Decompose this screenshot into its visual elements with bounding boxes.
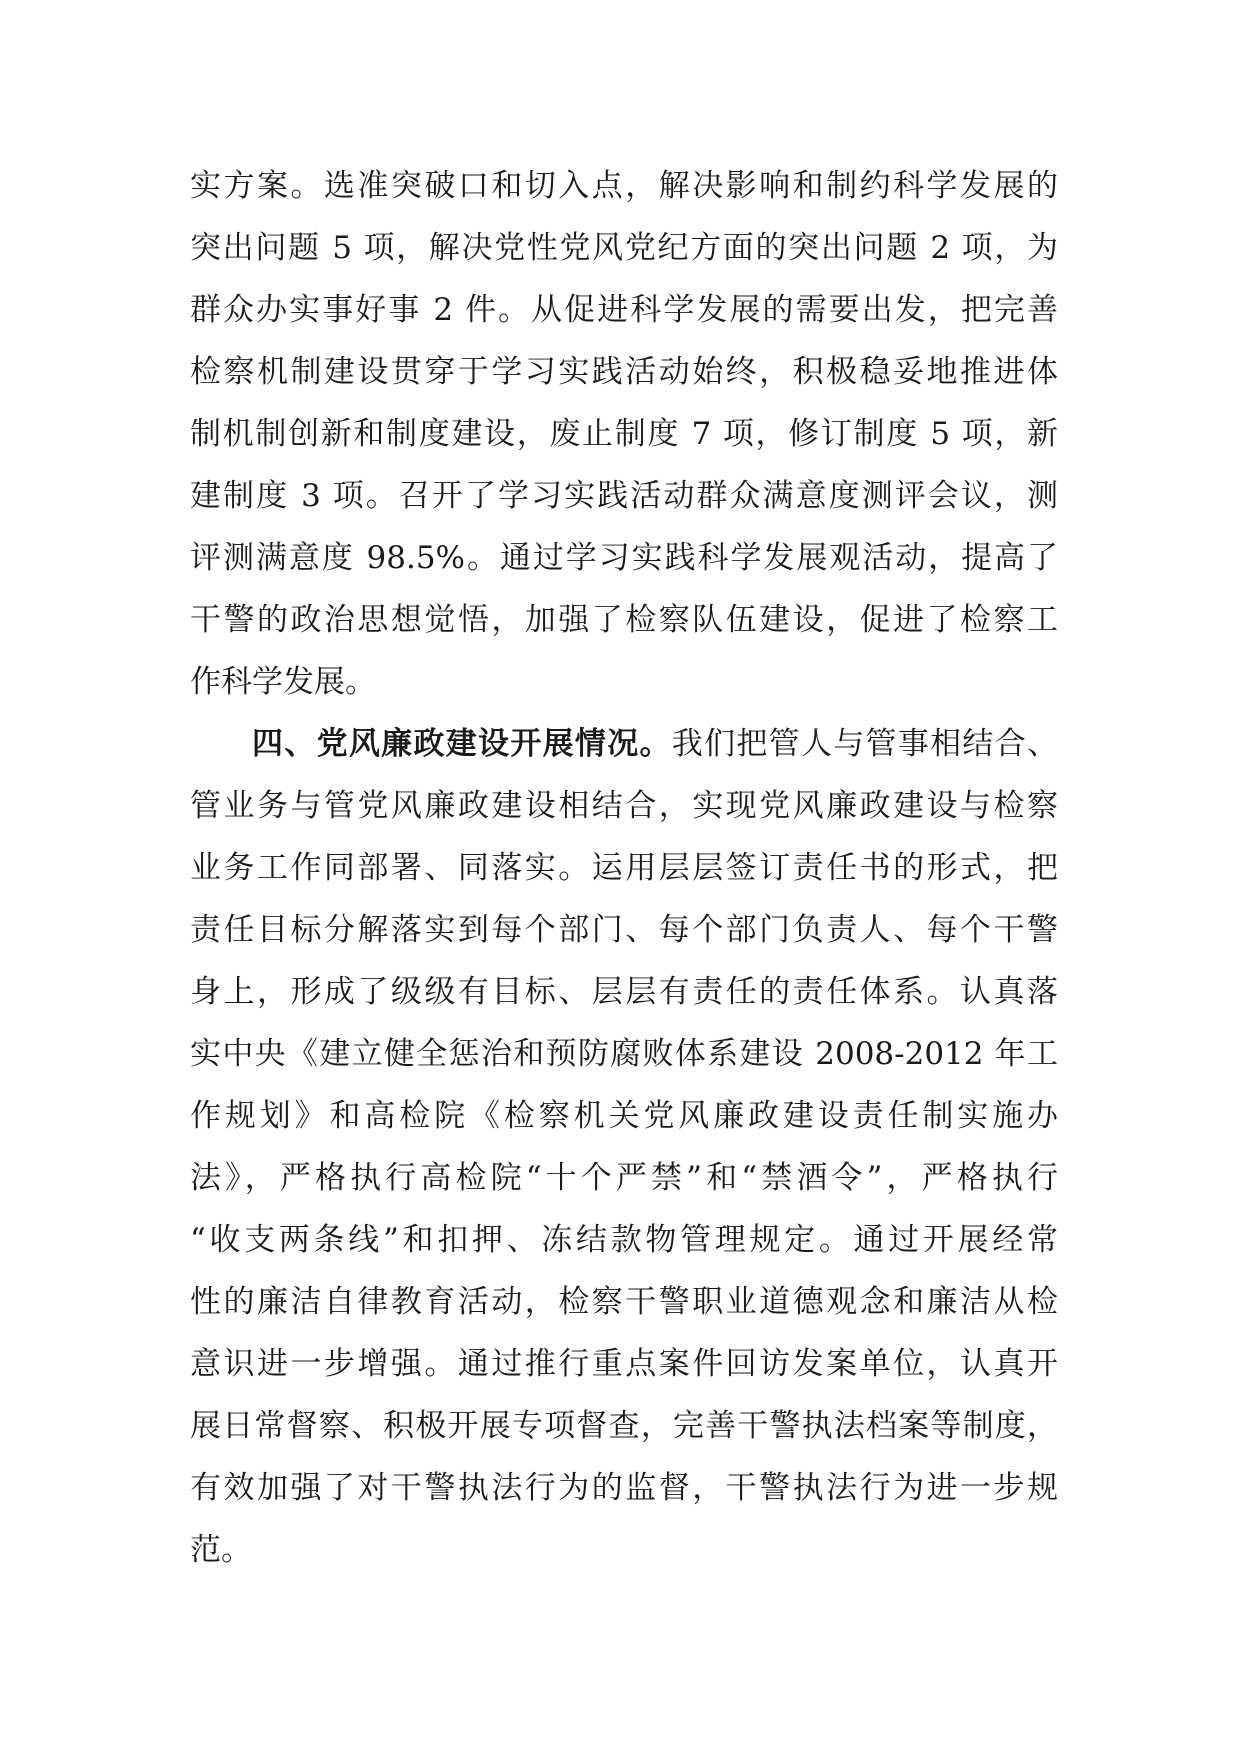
paragraph-line: 业务工作同部署、同落实。运用层层签订责任书的形式，把 — [190, 850, 1058, 886]
paragraph-line: 群众办实事好事 2 件。从促进科学发展的需要出发，把完善 — [190, 292, 1058, 328]
section-heading: 四、党风廉政建设开展情况。 — [252, 726, 672, 762]
document-page — [190, 155, 1058, 1581]
paragraph-line: 实中央《建立健全惩治和预防腐败体系建设 2008-2012 年工 — [190, 1036, 1058, 1072]
paragraph-line: 范。 — [190, 1532, 252, 1568]
paragraph-line: “收支两条线”和扣押、冻结款物管理规定。通过开展经常 — [190, 1222, 1058, 1258]
paragraph-line: 制机制创新和制度建设，废止制度 7 项，修订制度 5 项，新 — [190, 416, 1058, 452]
paragraph-line: 干警的政治思想觉悟，加强了检察队伍建设，促进了检察工 — [190, 602, 1058, 638]
paragraph-line: 建制度 3 项。召开了学习实践活动群众满意度测评会议，测 — [190, 478, 1058, 514]
paragraph-line: 作规划》和高检院《检察机关党风廉政建设责任制实施办 — [190, 1098, 1058, 1134]
paragraph-1 — [190, 155, 1058, 713]
paragraph-line: 意识进一步增强。通过推行重点案件回访发案单位，认真开 — [190, 1346, 1058, 1382]
paragraph-line: 责任目标分解落实到每个部门、每个部门负责人、每个干警 — [190, 912, 1058, 948]
paragraph-2 — [190, 713, 1058, 1581]
paragraph-line: 展日常督察、积极开展专项督查，完善干警执法档案等制度， — [190, 1408, 1058, 1444]
paragraph-line: 法》，严格执行高检院“十个严禁”和“禁酒令”，严格执行 — [190, 1160, 1058, 1196]
paragraph-line: 评测满意度 98.5%。通过学习实践科学发展观活动，提高了 — [190, 540, 1058, 576]
paragraph-line: 管业务与管党风廉政建设相结合，实现党风廉政建设与检察 — [190, 788, 1058, 824]
paragraph-line: 作科学发展。 — [190, 664, 376, 700]
paragraph-line: 检察机制建设贯穿于学习实践活动始终，积极稳妥地推进体 — [190, 354, 1058, 390]
paragraph-line: 突出问题 5 项，解决党性党风党纪方面的突出问题 2 项，为 — [190, 230, 1058, 266]
paragraph-first-line — [190, 713, 1058, 775]
paragraph-line: 实方案。选准突破口和切入点，解决影响和制约科学发展的 — [190, 168, 1058, 204]
paragraph-line-text: 我们把管人与管事相结合、 — [671, 726, 1059, 762]
paragraph-line: 性的廉洁自律教育活动，检察干警职业道德观念和廉洁从检 — [190, 1284, 1058, 1320]
paragraph-line: 有效加强了对干警执法行为的监督，干警执法行为进一步规 — [190, 1470, 1058, 1506]
paragraph-line: 身上，形成了级级有目标、层层有责任的责任体系。认真落 — [190, 974, 1058, 1010]
